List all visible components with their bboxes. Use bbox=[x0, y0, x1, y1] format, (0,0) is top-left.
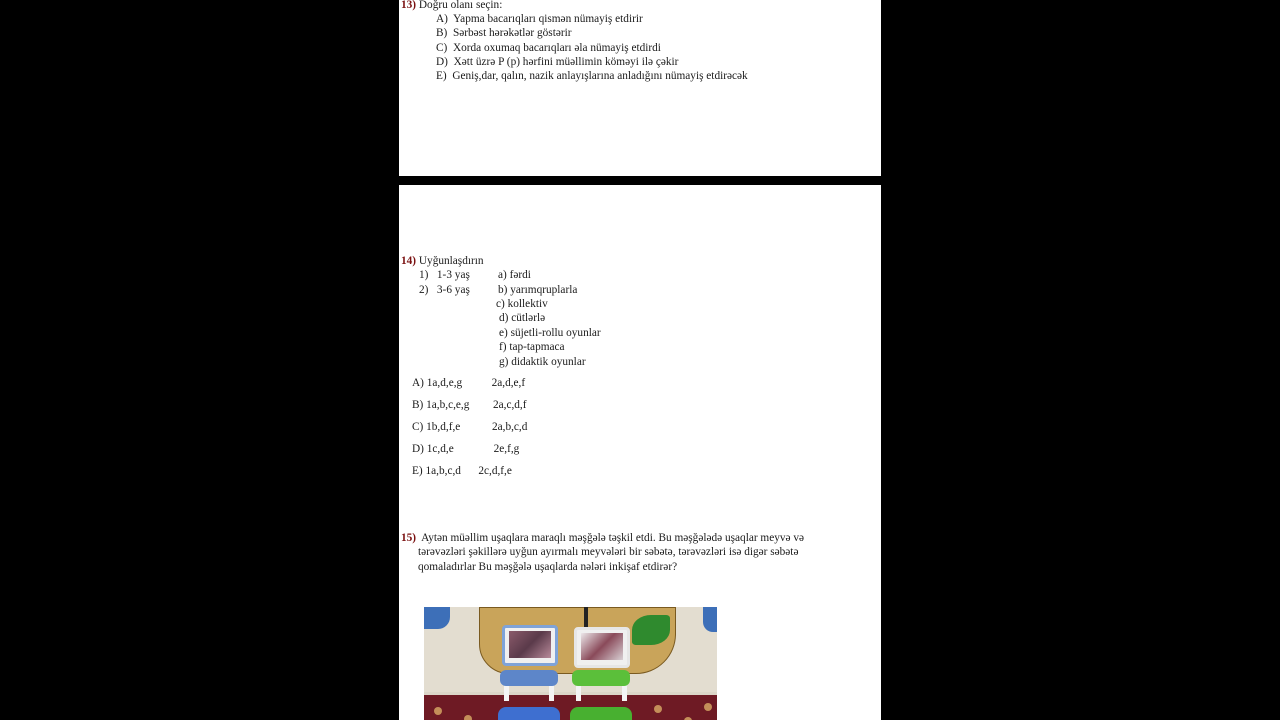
match-right-a: a) fərdi bbox=[498, 269, 531, 281]
answer-letter: D) bbox=[412, 443, 424, 455]
item-number: 1) bbox=[419, 269, 429, 281]
answer-first: 1a,d,e,g bbox=[426, 377, 463, 389]
answer-c bbox=[412, 420, 527, 434]
answer-a bbox=[412, 376, 525, 390]
answer-first: 1a,b,c,e,g bbox=[426, 399, 470, 411]
option-e bbox=[436, 69, 748, 83]
photo-mural-blue-right bbox=[703, 607, 717, 632]
answer-d bbox=[412, 442, 519, 456]
question-number: 13) bbox=[401, 0, 417, 11]
document-page-1 bbox=[399, 0, 881, 176]
option-letter: D) bbox=[436, 56, 448, 68]
answer-b bbox=[412, 398, 527, 412]
answer-first: 1b,d,f,e bbox=[426, 421, 461, 433]
answer-second: 2a,d,e,f bbox=[491, 377, 526, 389]
green-basket bbox=[570, 707, 632, 720]
question-number: 14) bbox=[401, 255, 417, 267]
match-right-g: g) didaktik oyunlar bbox=[499, 356, 586, 368]
option-a bbox=[436, 12, 643, 26]
answer-second: 2e,f,g bbox=[493, 443, 520, 455]
photo-mural-blue-left bbox=[424, 607, 450, 629]
blue-chair-back bbox=[502, 625, 558, 666]
question-14-heading bbox=[401, 254, 484, 268]
option-letter: B) bbox=[436, 27, 448, 39]
answer-letter: B) bbox=[412, 399, 424, 411]
match-right-f: f) tap-tapmaca bbox=[499, 341, 565, 353]
question-text: Aytən müəllim uşaqlara maraqlı məşğələ təşkil etdi. Bu məşğələdə uşaqlar meyvə və bbox=[421, 532, 805, 544]
question-prompt: Doğru olanı seçin: bbox=[418, 0, 503, 11]
option-letter: E) bbox=[436, 70, 447, 82]
answer-second: 2a,b,c,d bbox=[491, 421, 528, 433]
option-text: Sərbəst hərəkətlər göstərir bbox=[452, 27, 572, 39]
blue-basket bbox=[498, 707, 560, 720]
match-left-1 bbox=[419, 268, 470, 282]
option-d bbox=[436, 55, 678, 69]
answer-second: 2c,d,f,e bbox=[478, 465, 512, 477]
option-letter: A) bbox=[436, 13, 448, 25]
match-right-e: e) süjetli-rollu oyunlar bbox=[499, 327, 601, 339]
match-right-c: c) kollektiv bbox=[496, 298, 548, 310]
option-text: Xorda oxumaq bacarıqları əla nümayiş etdirdi bbox=[452, 42, 661, 54]
item-text: 3-6 yaş bbox=[436, 284, 470, 296]
question-15-line-3: qomaladırlar Bu məşğələ uşaqlarda nələri inkişaf etdirər? bbox=[418, 561, 678, 573]
answer-e bbox=[412, 464, 512, 478]
blue-chair-seat bbox=[500, 670, 558, 686]
answer-letter: A) bbox=[412, 377, 424, 389]
question-number: 15) bbox=[401, 532, 417, 544]
answer-second: 2a,c,d,f bbox=[492, 399, 527, 411]
question-prompt: Uyğunlaşdırın bbox=[418, 255, 484, 267]
question-15-photo bbox=[424, 607, 717, 720]
question-13-heading bbox=[401, 0, 502, 12]
item-number: 2) bbox=[419, 284, 429, 296]
document-page-2 bbox=[399, 185, 881, 720]
option-text: Yapma bacarıqları qismən nümayiş etdirir bbox=[453, 13, 643, 25]
match-right-b: b) yarımqruplarla bbox=[498, 284, 578, 296]
answer-letter: E) bbox=[412, 465, 423, 477]
item-text: 1-3 yaş bbox=[436, 269, 470, 281]
option-text: Xətt üzrə P (p) hərfini müəllimin köməyi ilə çəkir bbox=[453, 56, 679, 68]
answer-first: 1a,b,c,d bbox=[425, 465, 461, 477]
photo-leaf bbox=[632, 615, 670, 645]
answer-letter: C) bbox=[412, 421, 424, 433]
question-15-line-2: tərəvəzləri şəkillərə uyğun ayırmalı meyvələri bir səbətə, tərəvəzləri isə digər səbətə bbox=[418, 546, 799, 558]
green-chair-seat bbox=[572, 670, 630, 686]
option-c bbox=[436, 41, 661, 55]
match-right-d: d) cütlərlə bbox=[499, 312, 546, 324]
option-b bbox=[436, 26, 572, 40]
option-letter: C) bbox=[436, 42, 448, 54]
match-left-2 bbox=[419, 283, 470, 297]
green-chair-back bbox=[574, 627, 630, 668]
option-text: Geniş,dar, qalın, nazik anlayışlarına anladığını nümayiş etdirəcək bbox=[452, 70, 748, 82]
question-15-line-1 bbox=[401, 531, 804, 545]
answer-first: 1c,d,e bbox=[426, 443, 454, 455]
